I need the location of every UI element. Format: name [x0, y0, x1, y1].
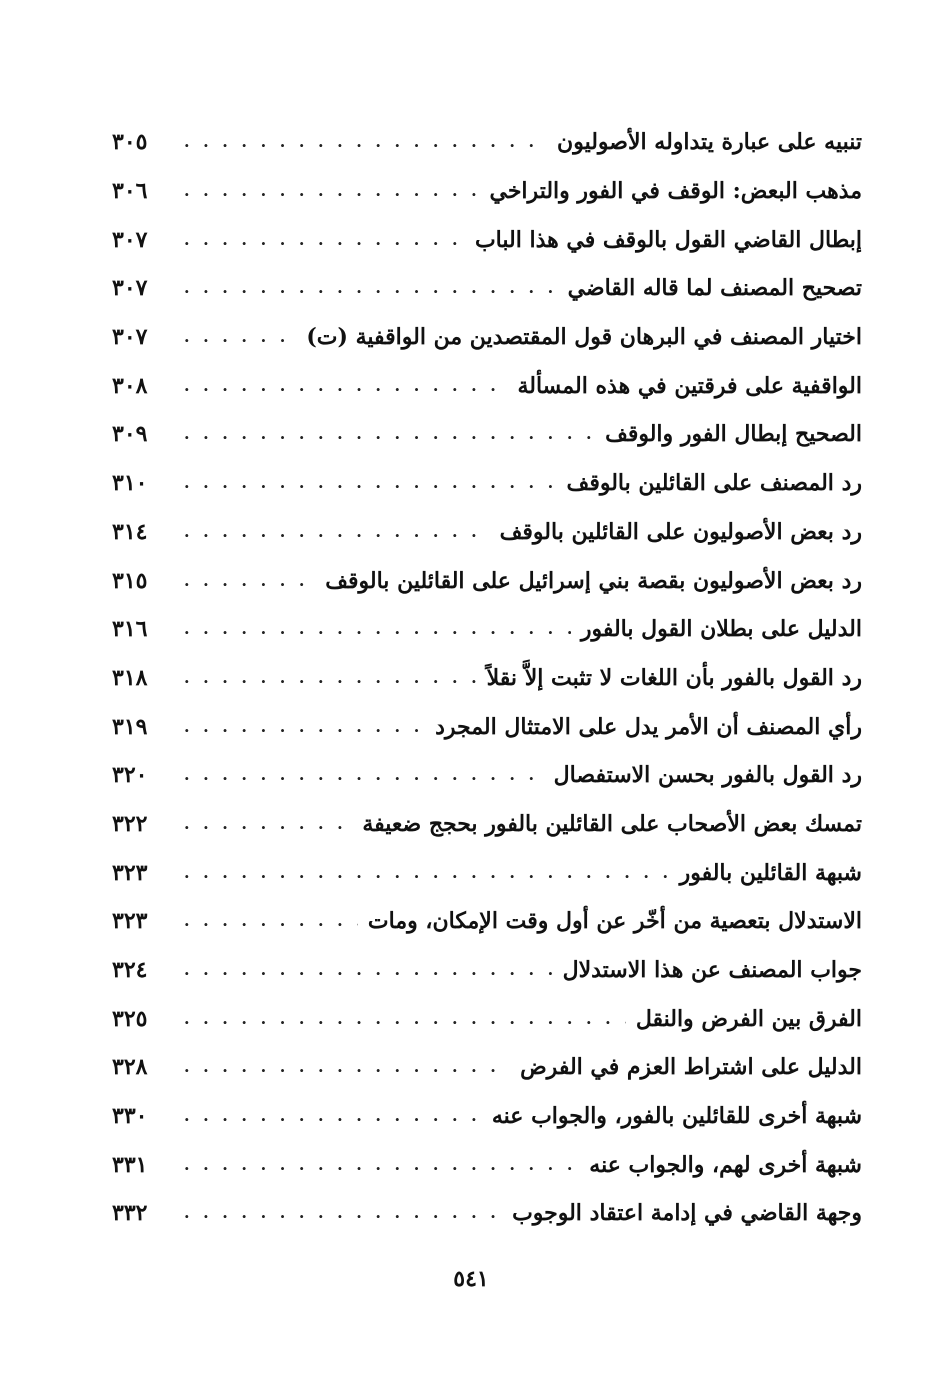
toc-entry-page: ٣٠٧ — [112, 226, 148, 253]
toc-entry-page: ٣١٩ — [112, 713, 148, 740]
toc-entry-title: اختيار المصنف في البرهان قول المقتصدين من الواقفية (ت) — [306, 324, 862, 351]
dot-leader — [184, 816, 352, 832]
dot-leader — [184, 767, 544, 783]
toc-entry-page: ٣١٥ — [112, 567, 148, 594]
toc-entry-page: ٣٠٧ — [112, 275, 148, 302]
toc-entry-page: ٣٣١ — [112, 1151, 148, 1178]
toc-entry — [110, 313, 862, 362]
table-of-contents — [110, 118, 862, 1238]
toc-entry — [110, 702, 862, 751]
toc-entry-title: شبهة أخرى لهم، والجواب عنه — [589, 1151, 862, 1178]
toc-entry-title: مذهب البعض: الوقف في الفور والتراخي — [489, 178, 862, 205]
toc-entry-page: ٣٠٧ — [112, 324, 148, 351]
toc-entry — [110, 264, 862, 313]
toc-entry-title: الواقفية على فرقتين في هذه المسألة — [517, 372, 862, 399]
toc-entry-title: رد بعض الأصوليون على القائلين بالوقف — [499, 518, 862, 545]
dot-leader — [184, 426, 595, 442]
toc-entry — [110, 800, 862, 849]
dot-leader — [184, 621, 571, 637]
page-number: ٥٤١ — [453, 1266, 489, 1292]
toc-entry — [110, 556, 862, 605]
toc-entry — [110, 1189, 862, 1238]
toc-entry-title: رأي المصنف أن الأمر يدل على الامتثال المجرد — [435, 713, 862, 740]
toc-entry — [110, 361, 862, 410]
dot-leader — [184, 1059, 510, 1075]
dot-leader — [184, 524, 490, 540]
toc-entry — [110, 605, 862, 654]
toc-entry-page: ٣١٠ — [112, 470, 148, 497]
toc-entry-title: تنبيه على عبارة يتداوله الأصوليون — [557, 129, 862, 156]
dot-leader — [184, 670, 477, 686]
toc-entry-page: ٣٢٣ — [112, 859, 148, 886]
toc-entry — [110, 167, 862, 216]
toc-entry-title: رد القول بالفور بحسن الاستفصال — [553, 762, 862, 789]
toc-entry-page: ٣٢٥ — [112, 1005, 148, 1032]
toc-entry-title: وجهة القاضي في إدامة اعتقاد الوجوب — [512, 1200, 862, 1227]
toc-entry-title: الدليل على اشتراط العزم في الفرض — [520, 1054, 862, 1081]
dot-leader — [184, 134, 547, 150]
toc-entry-title: رد القول بالفور بأن اللغات لا تثبت إلاَّ نقلاً — [486, 664, 862, 691]
toc-entry — [110, 946, 862, 995]
dot-leader — [184, 962, 553, 978]
dot-leader — [184, 280, 558, 296]
toc-entry — [110, 654, 862, 703]
dot-leader — [184, 232, 465, 248]
dot-leader — [184, 1011, 626, 1027]
toc-entry — [110, 508, 862, 557]
toc-entry-title: الفرق بين الفرض والنقل — [635, 1005, 862, 1032]
toc-entry — [110, 1092, 862, 1141]
toc-entry-page: ٣٣٠ — [112, 1103, 148, 1130]
toc-entry — [110, 994, 862, 1043]
toc-entry-title: الدليل على بطلان القول بالفور — [580, 616, 862, 643]
toc-entry-title: الصحيح إبطال الفور والوقف — [605, 421, 862, 448]
toc-entry-title: رد بعض الأصوليون بقصة بني إسرائيل على القائلين بالوقف — [325, 567, 862, 594]
toc-entry — [110, 897, 862, 946]
toc-entry-page: ٣٢٣ — [112, 908, 148, 935]
toc-entry-page: ٣٠٩ — [112, 421, 148, 448]
toc-entry-title: تصحيح المصنف لما قاله القاضي — [567, 275, 862, 302]
toc-entry-title: شبهة القائلين بالفور — [679, 859, 862, 886]
toc-entry-page: ٣١٤ — [112, 518, 148, 545]
toc-entry — [110, 751, 862, 800]
dot-leader — [184, 1108, 482, 1124]
toc-entry-title: إبطال القاضي القول بالوقف في هذا الباب — [474, 226, 862, 253]
toc-entry-page: ٣٢٠ — [112, 762, 148, 789]
dot-leader — [184, 865, 670, 881]
toc-entry — [110, 848, 862, 897]
toc-entry — [110, 215, 862, 264]
toc-entry-page: ٣٠٨ — [112, 372, 148, 399]
toc-entry-page: ٣١٨ — [112, 664, 148, 691]
toc-entry-page: ٣٠٦ — [112, 178, 148, 205]
toc-entry-page: ٣٢٢ — [112, 810, 148, 837]
dot-leader — [184, 475, 557, 491]
toc-entry — [110, 410, 862, 459]
toc-entry-title: جواب المصنف عن هذا الاستدلال — [562, 957, 862, 984]
dot-leader — [184, 573, 315, 589]
toc-entry — [110, 118, 862, 167]
dot-leader — [184, 913, 358, 929]
dot-leader — [184, 183, 480, 199]
dot-leader — [184, 329, 296, 345]
dot-leader — [184, 1157, 579, 1173]
toc-entry — [110, 1043, 862, 1092]
toc-entry — [110, 1140, 862, 1189]
toc-entry-page: ٣٠٥ — [112, 129, 148, 156]
dot-leader — [184, 719, 425, 735]
toc-entry-title: رد المصنف على القائلين بالوقف — [566, 470, 862, 497]
toc-entry-title: الاستدلال بتعصية من أخّر عن أول وقت الإمكان، ومات — [367, 908, 862, 935]
toc-entry-page: ٣١٦ — [112, 616, 148, 643]
toc-entry-title: شبهة أخرى للقائلين بالفور، والجواب عنه — [491, 1103, 862, 1130]
toc-entry — [110, 459, 862, 508]
toc-entry-page: ٣٢٤ — [112, 957, 148, 984]
toc-entry-title: تمسك بعض الأصحاب على القائلين بالفور بحجج ضعيفة — [362, 810, 862, 837]
toc-entry-page: ٣٣٢ — [112, 1200, 148, 1227]
dot-leader — [184, 378, 507, 394]
dot-leader — [184, 1205, 502, 1221]
toc-entry-page: ٣٢٨ — [112, 1054, 148, 1081]
